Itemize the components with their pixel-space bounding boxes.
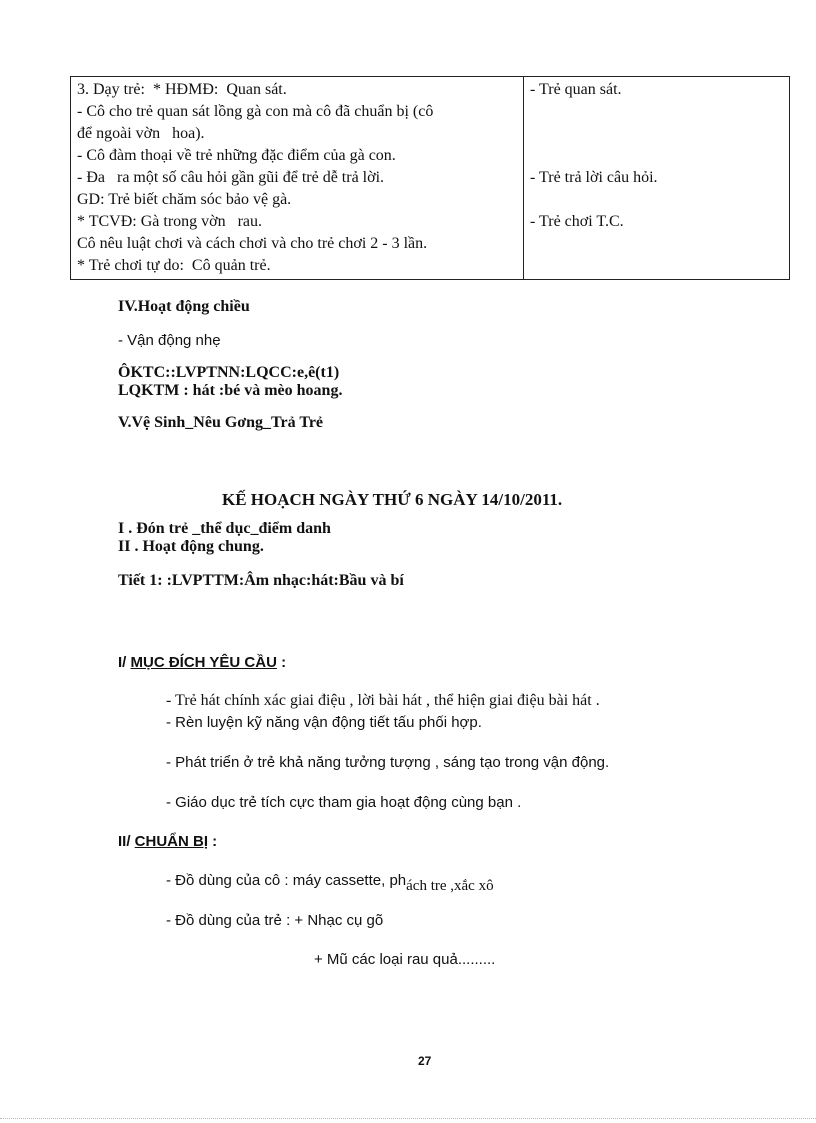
part-ii-heading: II . Hoạt động chung. (118, 538, 264, 555)
child-activity-line: - Trẻ quan sát. (530, 81, 622, 98)
prep-teacher-text: - Đồ dùng của cô : máy cassette, ph (166, 872, 407, 889)
prep-teacher-text-tail: ách tre ,xắc xô (406, 878, 494, 894)
section-iv-item: - Vận động nhẹ (118, 332, 221, 349)
child-activity-line: - Trẻ chơi T.C. (530, 213, 624, 230)
goal-item: - Trẻ hát chính xác giai điệu , lời bài hát , thể hiện giai điệu bài hát . (166, 692, 600, 709)
page-edge-divider (0, 1118, 816, 1119)
child-activity-line (530, 233, 783, 255)
child-activity-line (530, 123, 783, 145)
goal-item: - Rèn luyện kỹ năng vận động tiết tấu phối hợp. (166, 714, 482, 731)
teacher-activity-line: - Cô cho trẻ quan sát lồng gà con mà cô đã chuẩn bị (cô (77, 103, 434, 120)
goal-item: - Giáo dục trẻ tích cực tham gia hoạt động cùng bạn . (166, 794, 522, 811)
activity-table (70, 76, 790, 280)
section-iv-line1: ÔKTC::LVPTNN:LQCC:e,ê(t1) (118, 364, 340, 381)
goals-heading-text: MỤC ĐÍCH YÊU CẦU (130, 654, 277, 671)
day-plan-title: KẾ HOẠCH NGÀY THỨ 6 NGÀY 14/10/2011. (222, 490, 563, 509)
section-iv-line2: LQKTM : hát :bé và mèo hoang. (118, 382, 343, 399)
teacher-activity-line: * Trẻ chơi tự do: Cô quản trẻ. (77, 257, 271, 274)
child-activity-line (530, 189, 783, 211)
goals-suffix: : (276, 654, 287, 671)
child-activity-line (530, 101, 783, 123)
prep-heading-text: CHUẨN BỊ (134, 833, 209, 850)
child-activity-line (530, 255, 783, 277)
teacher-activities-cell (71, 77, 524, 280)
teacher-activity-line: * TCVĐ: Gà trong vờn rau. (77, 213, 263, 230)
part-i-heading: I . Đón trẻ _thể dục_điểm danh (118, 520, 331, 537)
child-activity-line: - Trẻ trả lời câu hỏi. (530, 169, 658, 186)
teacher-activity-line: - Đa ra một số câu hỏi gần gũi để trẻ dễ trả lời. (77, 169, 385, 186)
teacher-activity-line: GD: Trẻ biết chăm sóc bảo vệ gà. (77, 191, 292, 208)
teacher-activity-line: Cô nêu luật chơi và cách chơi và cho trẻ chơi 2 - 3 lần. (77, 235, 428, 252)
prep-child-item: - Đồ dùng của trẻ : + Nhạc cụ gõ (166, 912, 384, 929)
page-number: 27 (418, 1054, 432, 1068)
child-activity-line (530, 145, 783, 167)
prep-suffix: : (208, 833, 218, 850)
lesson-title: Tiết 1: :LVPTTM:Âm nhạc:hát:Bầu và bí (118, 572, 404, 589)
teacher-activity-line: để ngoài vờn hoa). (77, 125, 205, 142)
section-v-heading: V.Vệ Sinh_Nêu Gơng_Trả Trẻ (118, 414, 324, 431)
goal-item: - Phát triển ở trẻ khả năng tưởng tượng , sáng tạo trong vận động. (166, 754, 610, 771)
teacher-activity-line: - Cô đàm thoại về trẻ những đặc điểm của gà con. (77, 147, 396, 164)
prep-teacher-item (166, 872, 494, 894)
goals-heading (118, 654, 286, 671)
prep-prefix: II/ (118, 833, 135, 850)
teacher-activity-line: 3. Dạy trẻ: * HĐMĐ: Quan sát. (77, 81, 287, 98)
goals-prefix: I/ (118, 654, 131, 671)
section-iv-heading: IV.Hoạt động chiều (118, 298, 250, 315)
prep-heading (118, 833, 217, 850)
child-activities-cell (524, 77, 790, 280)
prep-child-item-2: + Mũ các loại rau quả......... (314, 951, 496, 968)
